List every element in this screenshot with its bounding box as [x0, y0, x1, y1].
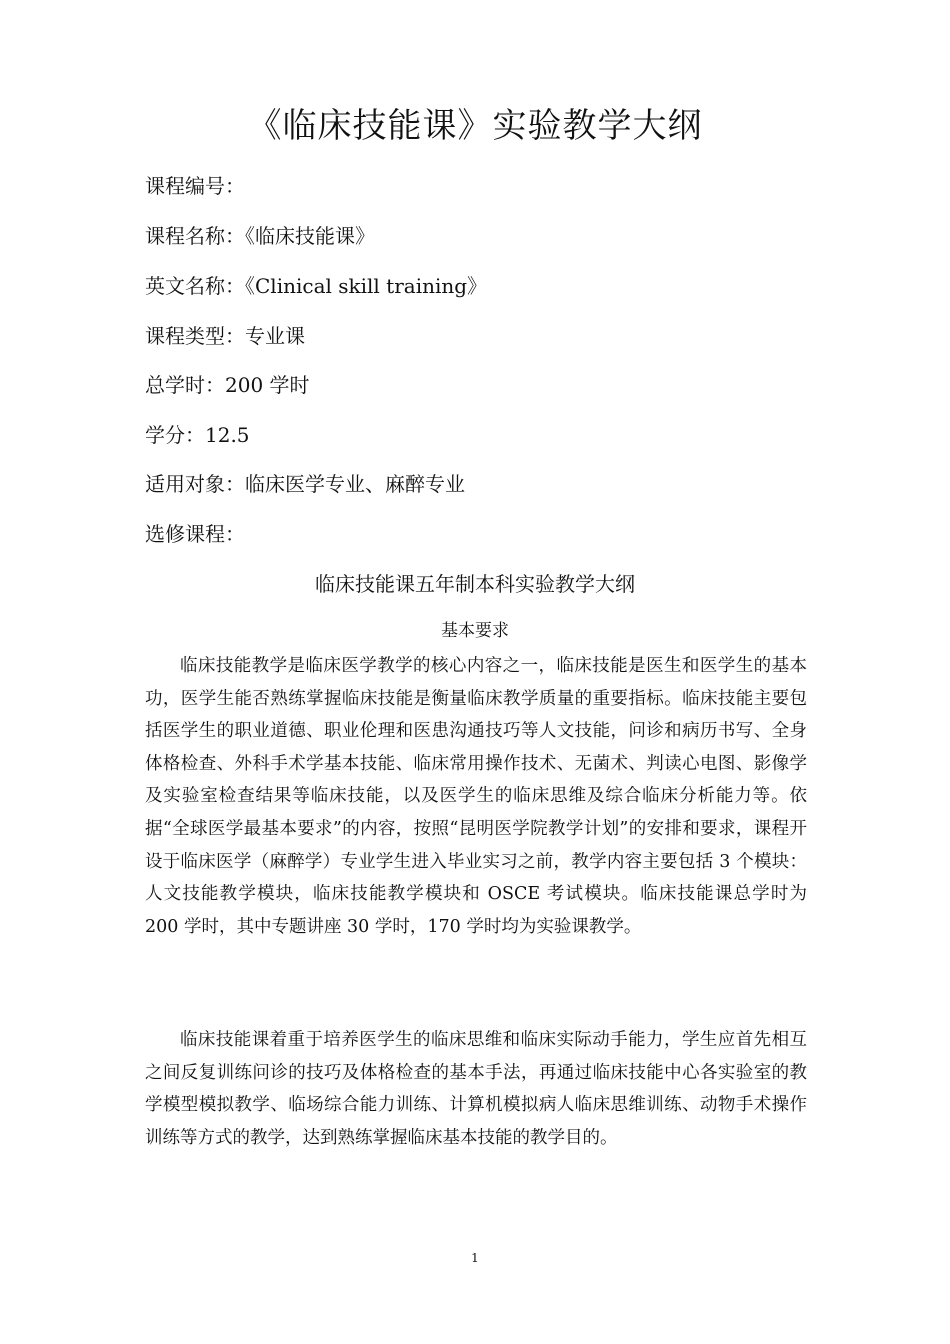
meta-key: 选修课程： — [145, 522, 245, 546]
meta-value: 《临床技能课》 — [245, 224, 375, 248]
meta-value: 12.5 — [205, 423, 250, 447]
body-paragraph: 临床技能课着重于培养医学生的临床思维和临床实际动手能力，学生应首先相互之间反复训练问诊的技巧及体格检查的基本手法，再通过临床技能中心各实验室的教学模型模拟教学、临场综合能力训练、计算机模拟病人临床思维训练、动物手术操作训练等方式的教学，达到熟练掌握临床基本技能的教学目的。 — [145, 1030, 807, 1148]
meta-value: 《Clinical skill training》 — [245, 274, 488, 298]
meta-course-number — [145, 172, 245, 200]
body-paragraph: 临床技能教学是临床医学教学的核心内容之一，临床技能是医生和医学生的基本功，医学生能否熟练掌握临床技能是衡量临床教学质量的重要指标。临床技能主要包括医学生的职业道德、职业伦理和医患沟通技巧等人文技能，问诊和病历书写、全身体格检查、外科手术学基本技能、临床常用操作技术、无菌术、判读心电图、影像学及实验室检查结果等临床技能，以及医学生的临床思维及综合临床分析能力等。依据“全球医学最基本要求”的内容，按照“昆明医学院教学计划”的安排和要求，课程开设于临床医学（麻醉学）专业学生进入毕业实习之前，教学内容主要包括 3 个模块：人文技能教学模块，临床技能教学模块和 OSCE 考试模块。临床技能课总学时为 200 学时，其中专题讲座 30 学时，170 学时均为实验课教学。 — [145, 656, 807, 937]
meta-key: 课程类型： — [145, 324, 245, 348]
meta-key: 学分： — [145, 423, 205, 447]
sub-title: 基本要求 — [441, 621, 509, 641]
meta-course-type — [145, 322, 305, 350]
document-title: 《临床技能课》实验教学大纲 — [247, 106, 703, 146]
meta-english-name — [145, 272, 487, 300]
meta-value: 临床医学专业、麻醉专业 — [245, 472, 465, 496]
meta-key: 总学时： — [145, 373, 225, 397]
meta-course-name — [145, 222, 375, 250]
meta-key: 适用对象： — [145, 472, 245, 496]
meta-key: 课程名称： — [145, 224, 245, 248]
meta-key: 课程编号： — [145, 174, 245, 198]
meta-total-hours — [145, 371, 310, 399]
meta-value: 200 学时 — [225, 373, 310, 397]
meta-key: 英文名称： — [145, 274, 245, 298]
meta-credits — [145, 421, 250, 449]
meta-audience — [145, 470, 465, 498]
meta-electives — [145, 520, 245, 548]
meta-value: 专业课 — [245, 324, 305, 348]
section-title: 临床技能课五年制本科实验教学大纲 — [315, 572, 635, 596]
page-number: 1 — [471, 1251, 479, 1265]
